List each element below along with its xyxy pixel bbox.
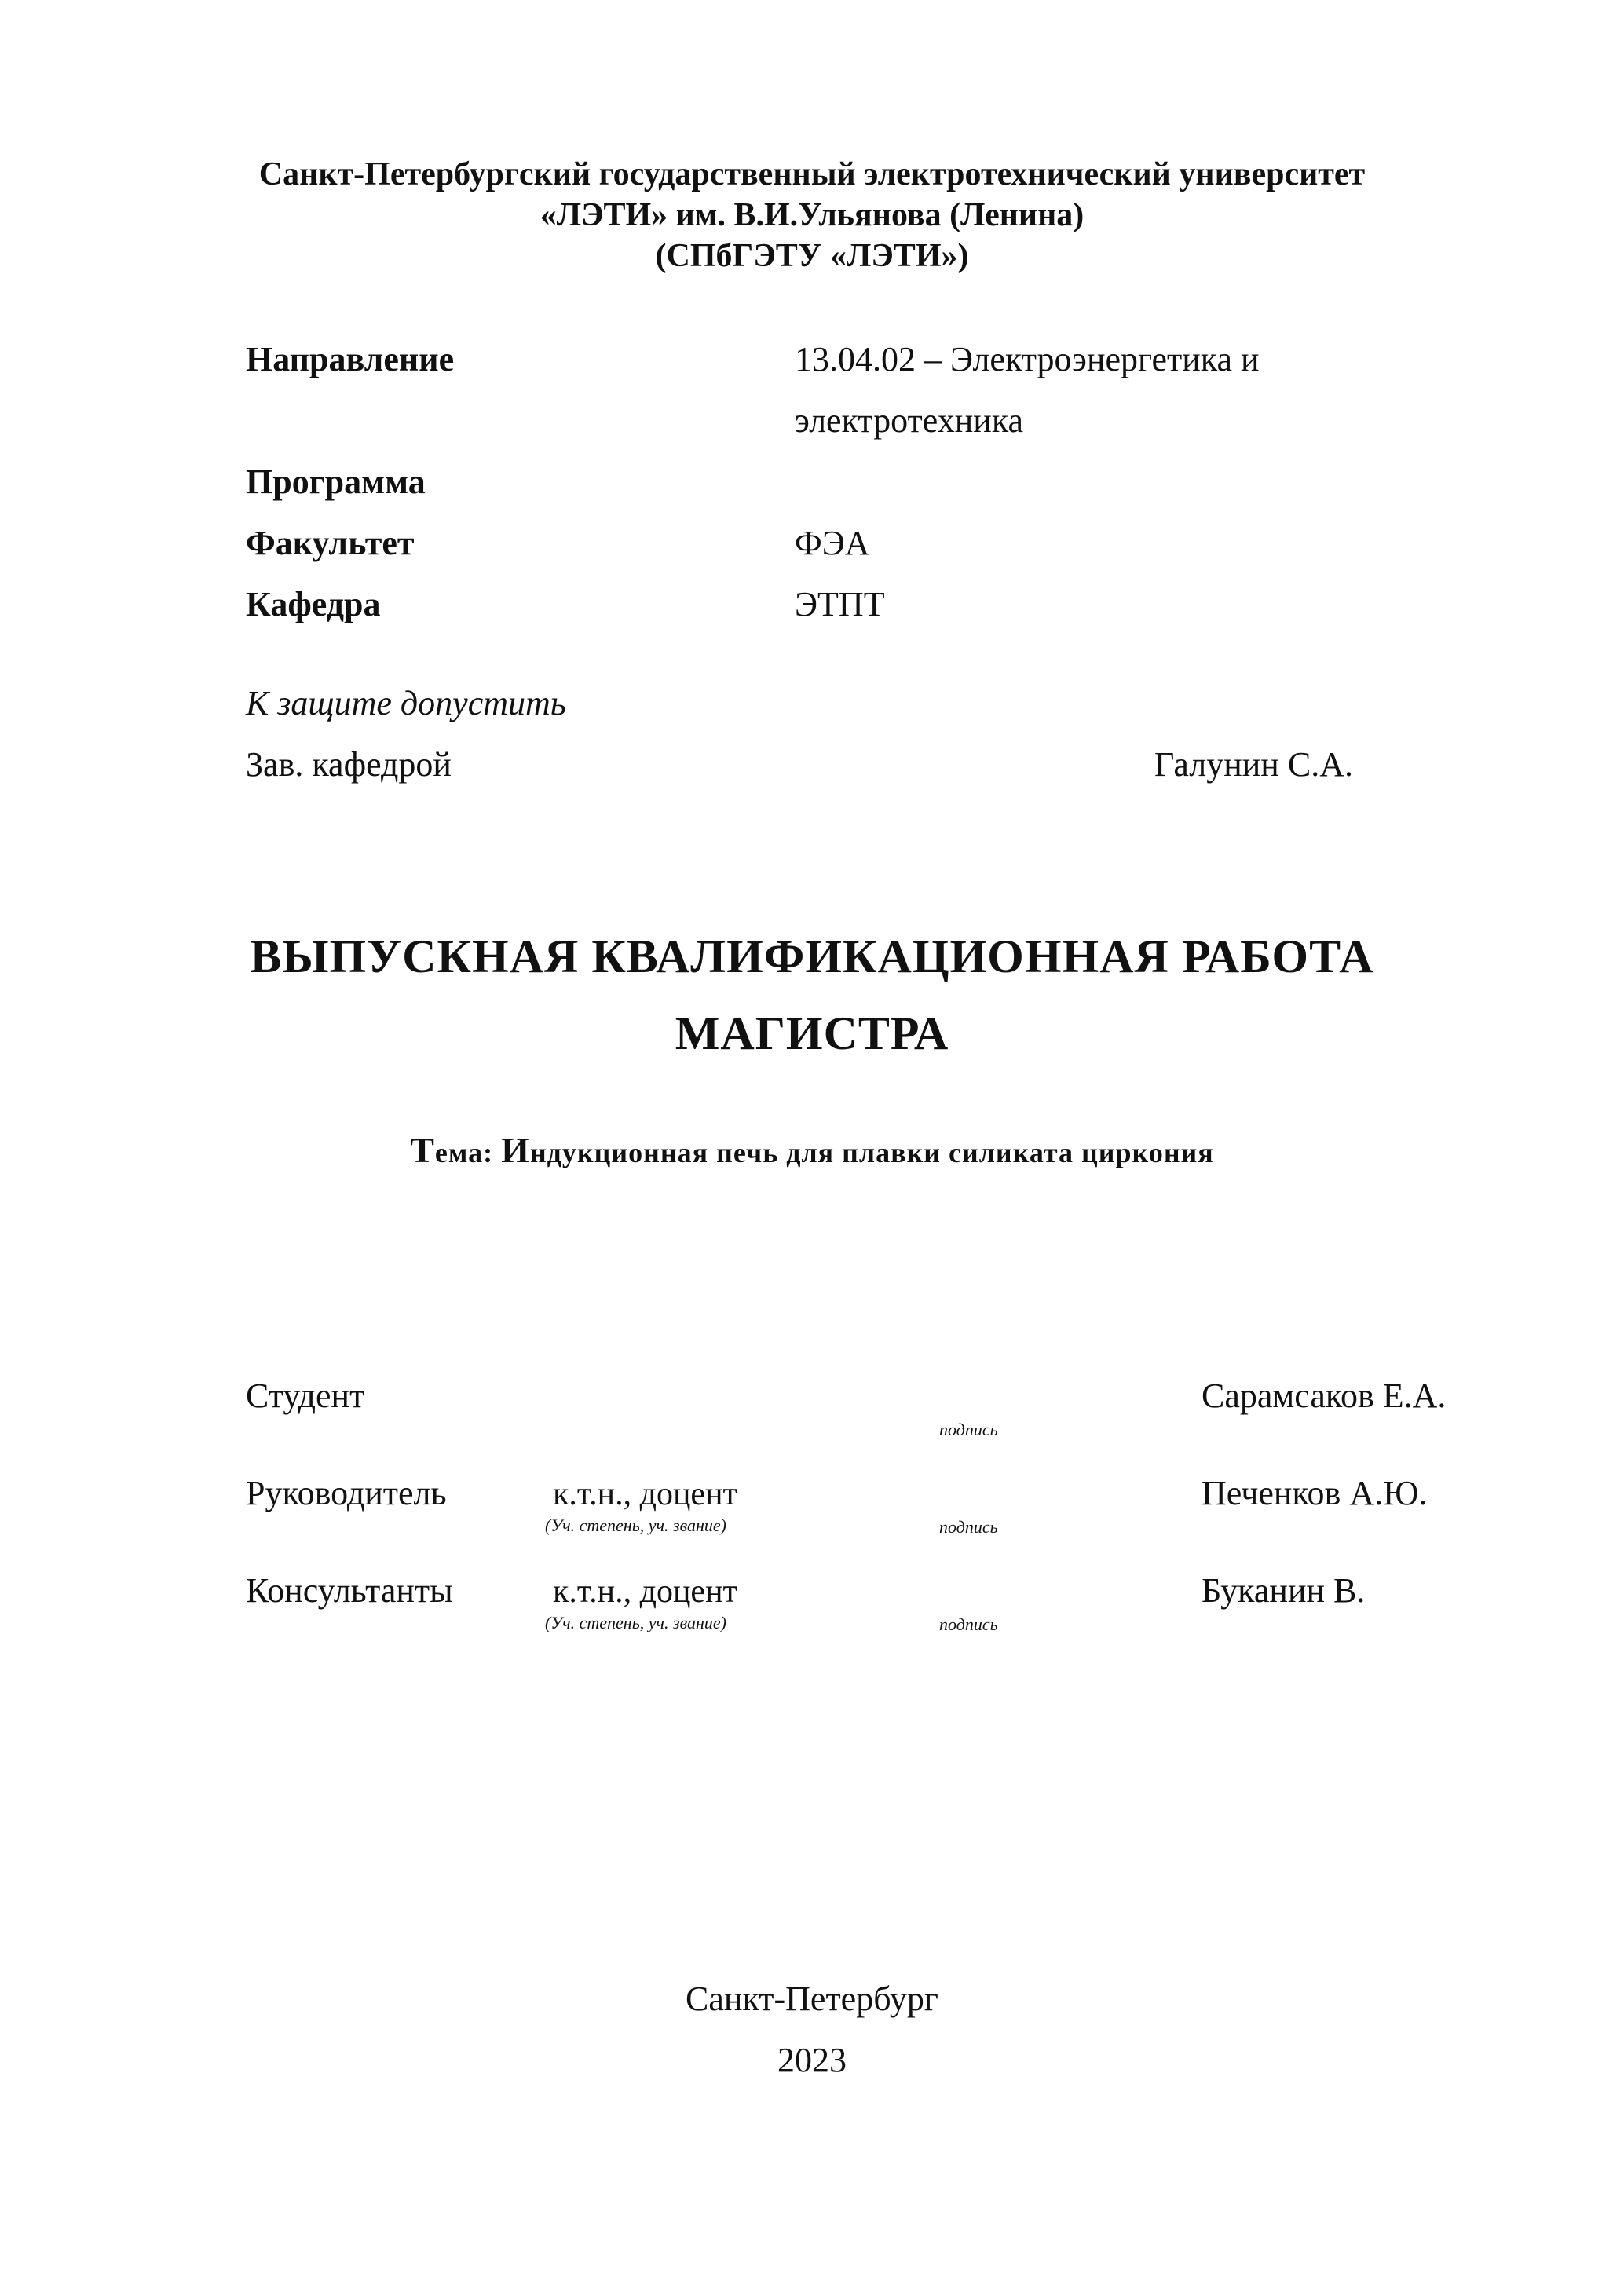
consultant-name: Буканин В. bbox=[1202, 1571, 1366, 1610]
direction-value-line2: электротехника bbox=[795, 401, 1024, 440]
direction-value-line1: 13.04.02 – Электроэнергетика и bbox=[795, 340, 1260, 378]
consultant-rank: к.т.н., доцент bbox=[553, 1574, 737, 1610]
thesis-topic bbox=[0, 1130, 1624, 1170]
faculty-value: ФЭА bbox=[795, 524, 870, 562]
footer-city: Санкт-Петербург bbox=[686, 1980, 938, 2018]
topic-rest: ндукционная печь для плавки силиката циркония bbox=[529, 1137, 1214, 1168]
supervisor-signature-hint: подпись bbox=[939, 1517, 998, 1537]
department-value: ЭТПТ bbox=[795, 585, 885, 623]
university-name-line1: Санкт-Петербургский государственный электротехнический университет bbox=[258, 156, 1366, 192]
topic-prefix-cap: Т bbox=[410, 1130, 435, 1170]
head-of-department-name: Галунин С.А. bbox=[1154, 745, 1353, 784]
topic-cap: И bbox=[501, 1130, 530, 1170]
student-signature-hint: подпись bbox=[939, 1420, 998, 1439]
program-label: Программа bbox=[246, 462, 426, 501]
direction-label: Направление bbox=[246, 340, 455, 378]
document-title-line2: МАГИСТРА bbox=[675, 1007, 949, 1059]
supervisor-role: Руководитель bbox=[246, 1474, 447, 1512]
supervisor-rank: к.т.н., доцент bbox=[553, 1476, 737, 1512]
student-role: Студент bbox=[246, 1377, 365, 1415]
consultant-rank-hint: (Уч. степень, уч. звание) bbox=[545, 1613, 726, 1632]
supervisor-rank-hint: (Уч. степень, уч. звание) bbox=[545, 1515, 726, 1535]
document-title-line1: ВЫПУСКНАЯ КВАЛИФИКАЦИОННАЯ РАБОТА bbox=[250, 930, 1374, 982]
faculty-label: Факультет bbox=[246, 524, 415, 562]
footer-year: 2023 bbox=[777, 2041, 847, 2079]
admit-to-defense: К защите допустить bbox=[246, 684, 566, 722]
university-abbrev: (СПбГЭТУ «ЛЭТИ») bbox=[655, 238, 969, 274]
topic-prefix-rest: ема: bbox=[434, 1137, 494, 1168]
supervisor-name: Печенков А.Ю. bbox=[1202, 1474, 1428, 1512]
consultant-signature-hint: подпись bbox=[939, 1614, 998, 1634]
department-label: Кафедра bbox=[246, 585, 381, 623]
university-name-line2: «ЛЭТИ» им. В.И.Ульянова (Ленина) bbox=[540, 197, 1084, 233]
student-name: Сарамсаков Е.А. bbox=[1202, 1377, 1447, 1415]
consultants-role: Консультанты bbox=[246, 1571, 453, 1610]
head-of-department-label: Зав. кафедрой bbox=[246, 745, 452, 784]
